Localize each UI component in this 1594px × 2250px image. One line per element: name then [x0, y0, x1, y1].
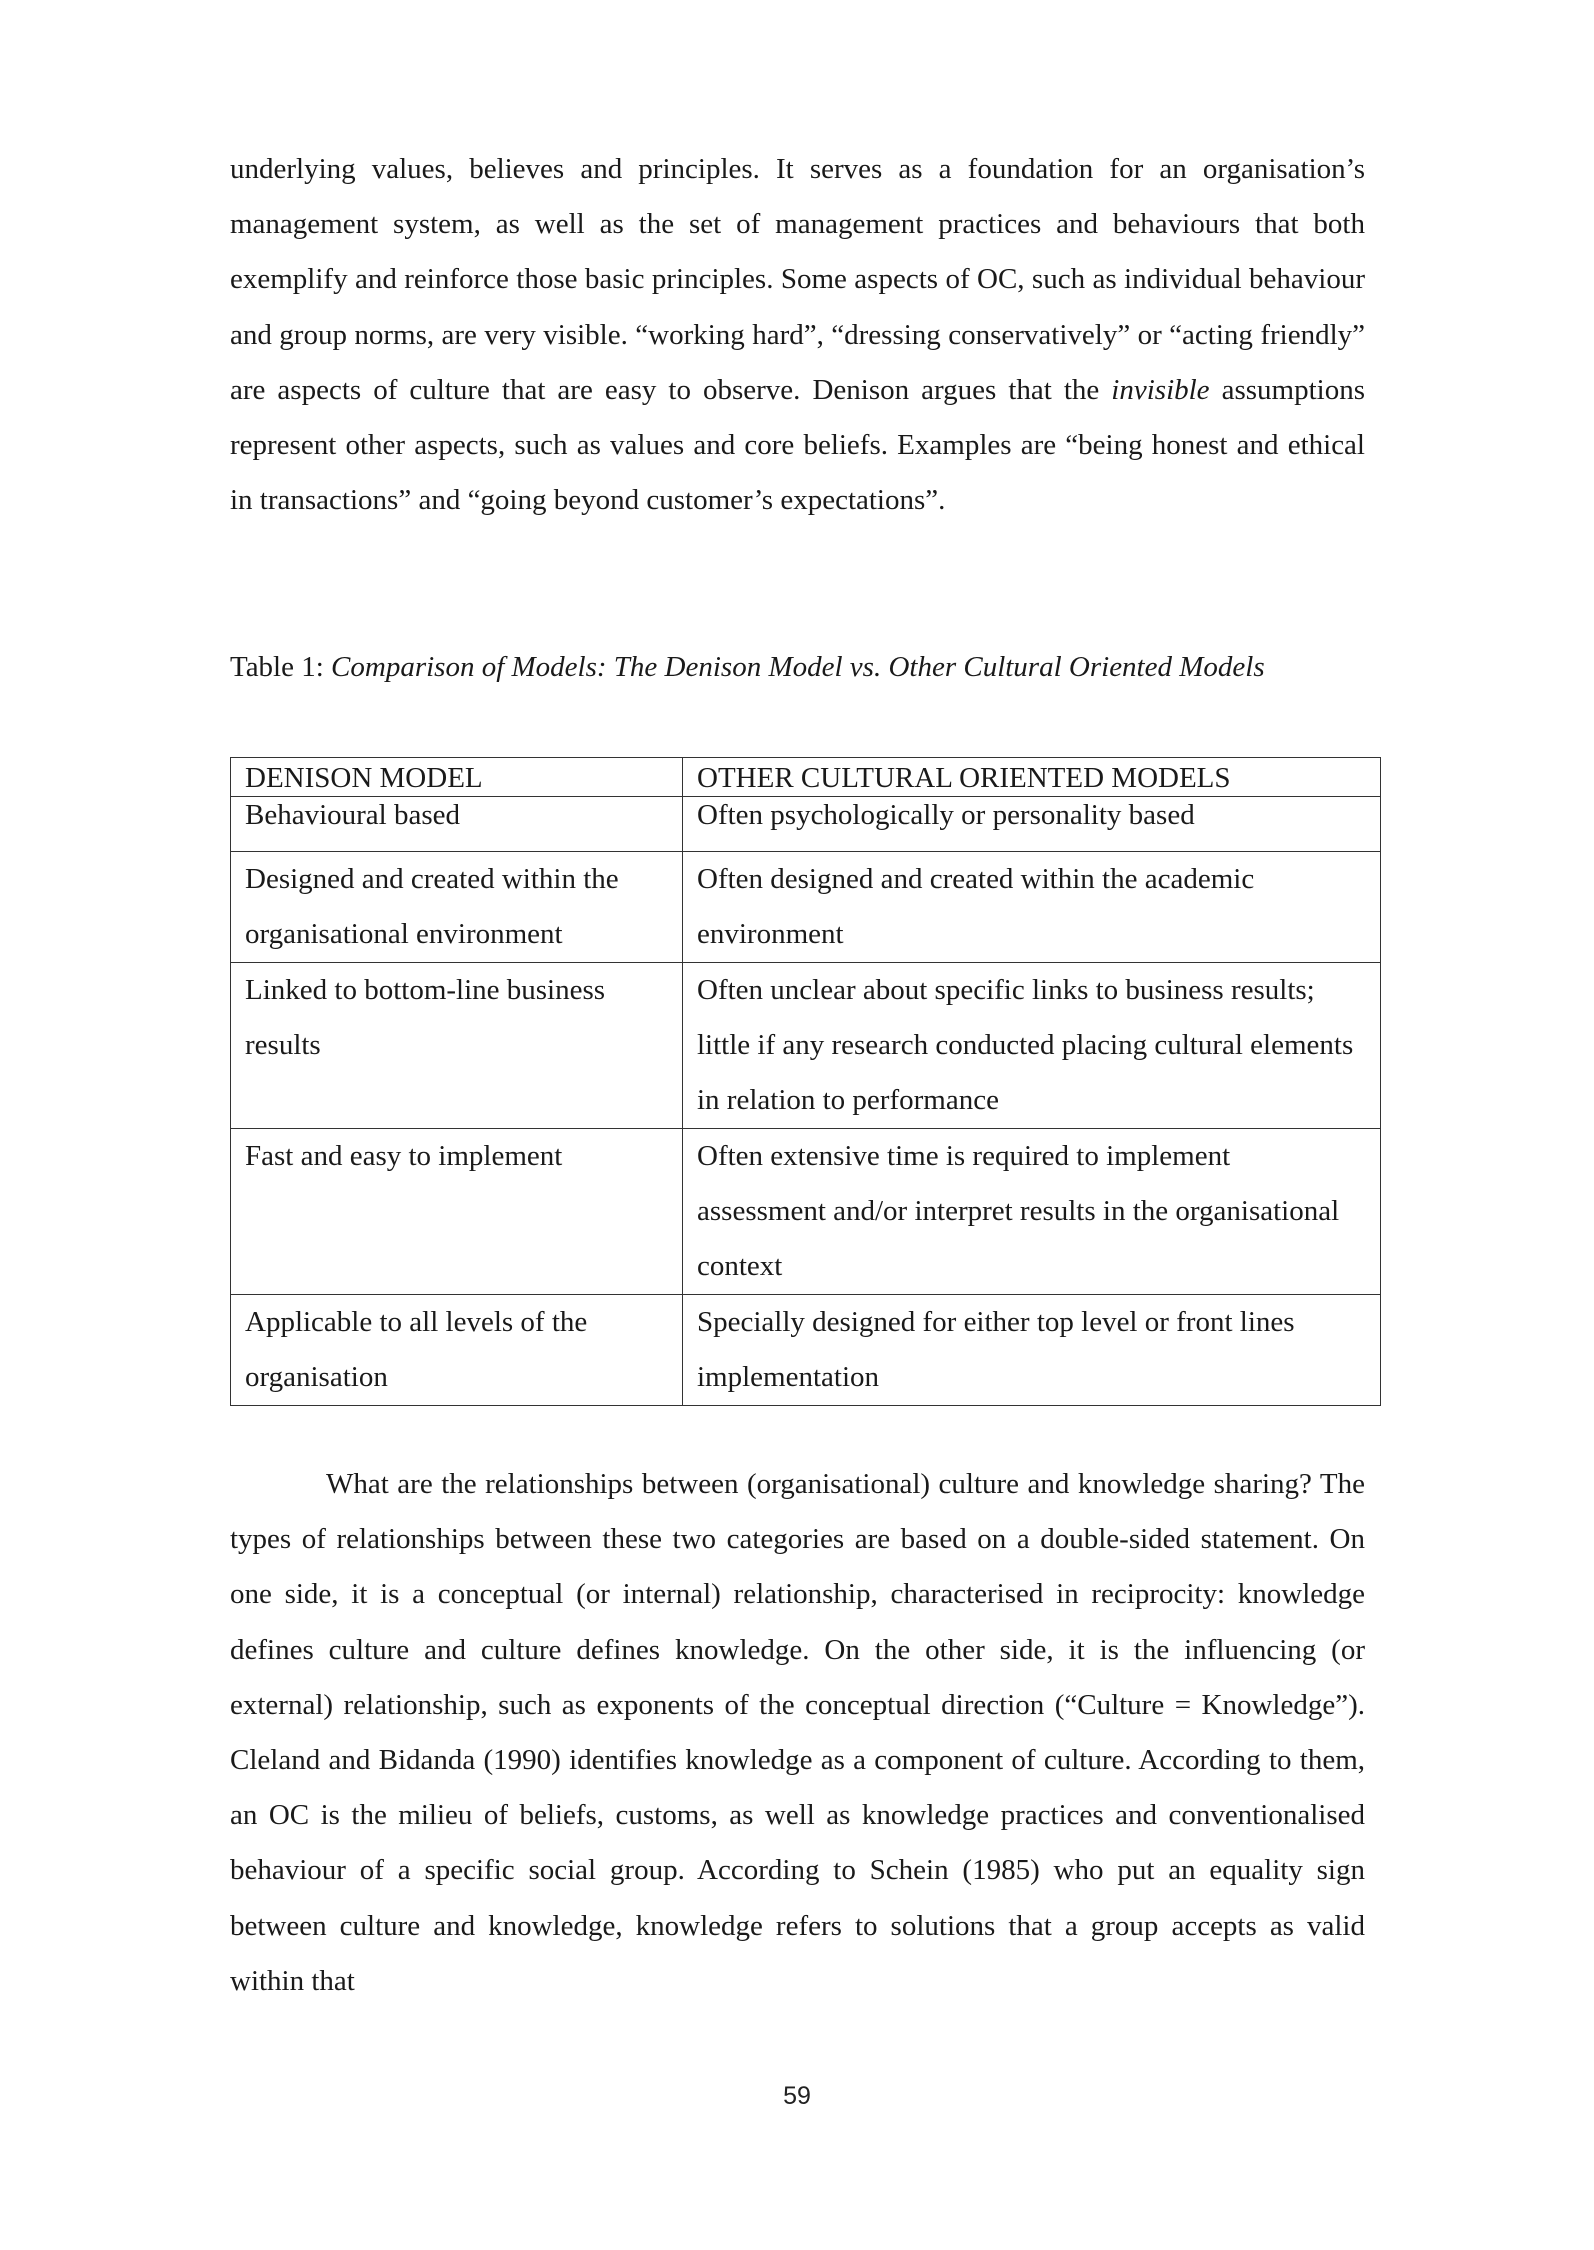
table-caption-label: Table 1:: [230, 651, 332, 683]
table-cell: Fast and easy to implement: [231, 1129, 683, 1295]
table-cell: Often unclear about specific links to business results; little if any research conducted placing cultural elements in relation to performance: [683, 963, 1381, 1129]
table-cell: Specially designed for either top level or front lines implementation: [683, 1295, 1381, 1406]
page-number: 59: [783, 2082, 811, 2110]
table-cell: Often extensive time is required to implement assessment and/or interpret results in the organisational context: [683, 1129, 1381, 1295]
body-paragraph-1: [230, 142, 1365, 528]
table-row: [231, 797, 1381, 852]
table-header-denison: DENISON MODEL: [231, 758, 683, 797]
table-cell: Applicable to all levels of the organisation: [231, 1295, 683, 1406]
table-row: [231, 963, 1381, 1129]
comparison-table: [230, 757, 1381, 1406]
table-row: [231, 1295, 1381, 1406]
paragraph-1-text-a: underlying values, believes and principles. It serves as a foundation for an organisation’s management system, as well as the set of management practices and behaviours that both exemplify and reinforce those basic principles. Some aspects of OC, such as individual behaviour and group norms, are very visible. “working hard”, “dressing conservatively” or “acting friendly” are aspects of culture that are easy to observe. Denison argues that the: [230, 153, 1365, 406]
table-cell: Often designed and created within the academic environment: [683, 852, 1381, 963]
table-row: [231, 852, 1381, 963]
table-caption-title: Comparison of Models: The Denison Model vs. Other Cultural Oriented Models: [331, 651, 1265, 683]
table-header-other: OTHER CULTURAL ORIENTED MODELS: [683, 758, 1381, 797]
table-header-row: [231, 758, 1381, 797]
paragraph-1-text-b: assumptions represent other aspects, such as values and core beliefs. Examples are “being honest and ethical in transactions” and “going beyond customer’s expectations”.: [230, 373, 1365, 517]
paragraph-1-italic-term: invisible: [1111, 373, 1210, 406]
table-cell: Linked to bottom-line business results: [231, 963, 683, 1129]
table-cell: Often psychologically or personality based: [683, 797, 1381, 852]
table-cell: Behavioural based: [231, 797, 683, 852]
table-cell: Designed and created within the organisational environment: [231, 852, 683, 963]
table-caption: [230, 640, 1365, 695]
body-paragraph-2: What are the relationships between (organisational) culture and knowledge sharing? The types of relationships between these two categories are based on a double-sided statement. On one side, it is a conceptual (or internal) relationship, characterised in reciprocity: knowledge defines culture and culture defines knowledge. On the other side, it is the influencing (or external) relationship, such as exponents of the conceptual direction (“Culture = Knowledge”). Cleland and Bidanda (1990) identifies knowledge as a component of culture. According to them, an OC is the milieu of beliefs, customs, as well as knowledge practices and conventionalised behaviour of a specific social group. According to Schein (1985) who put an equality sign between culture and knowledge, knowledge refers to solutions that a group accepts as valid within that: [230, 1468, 1365, 1997]
table-row: [231, 1129, 1381, 1295]
